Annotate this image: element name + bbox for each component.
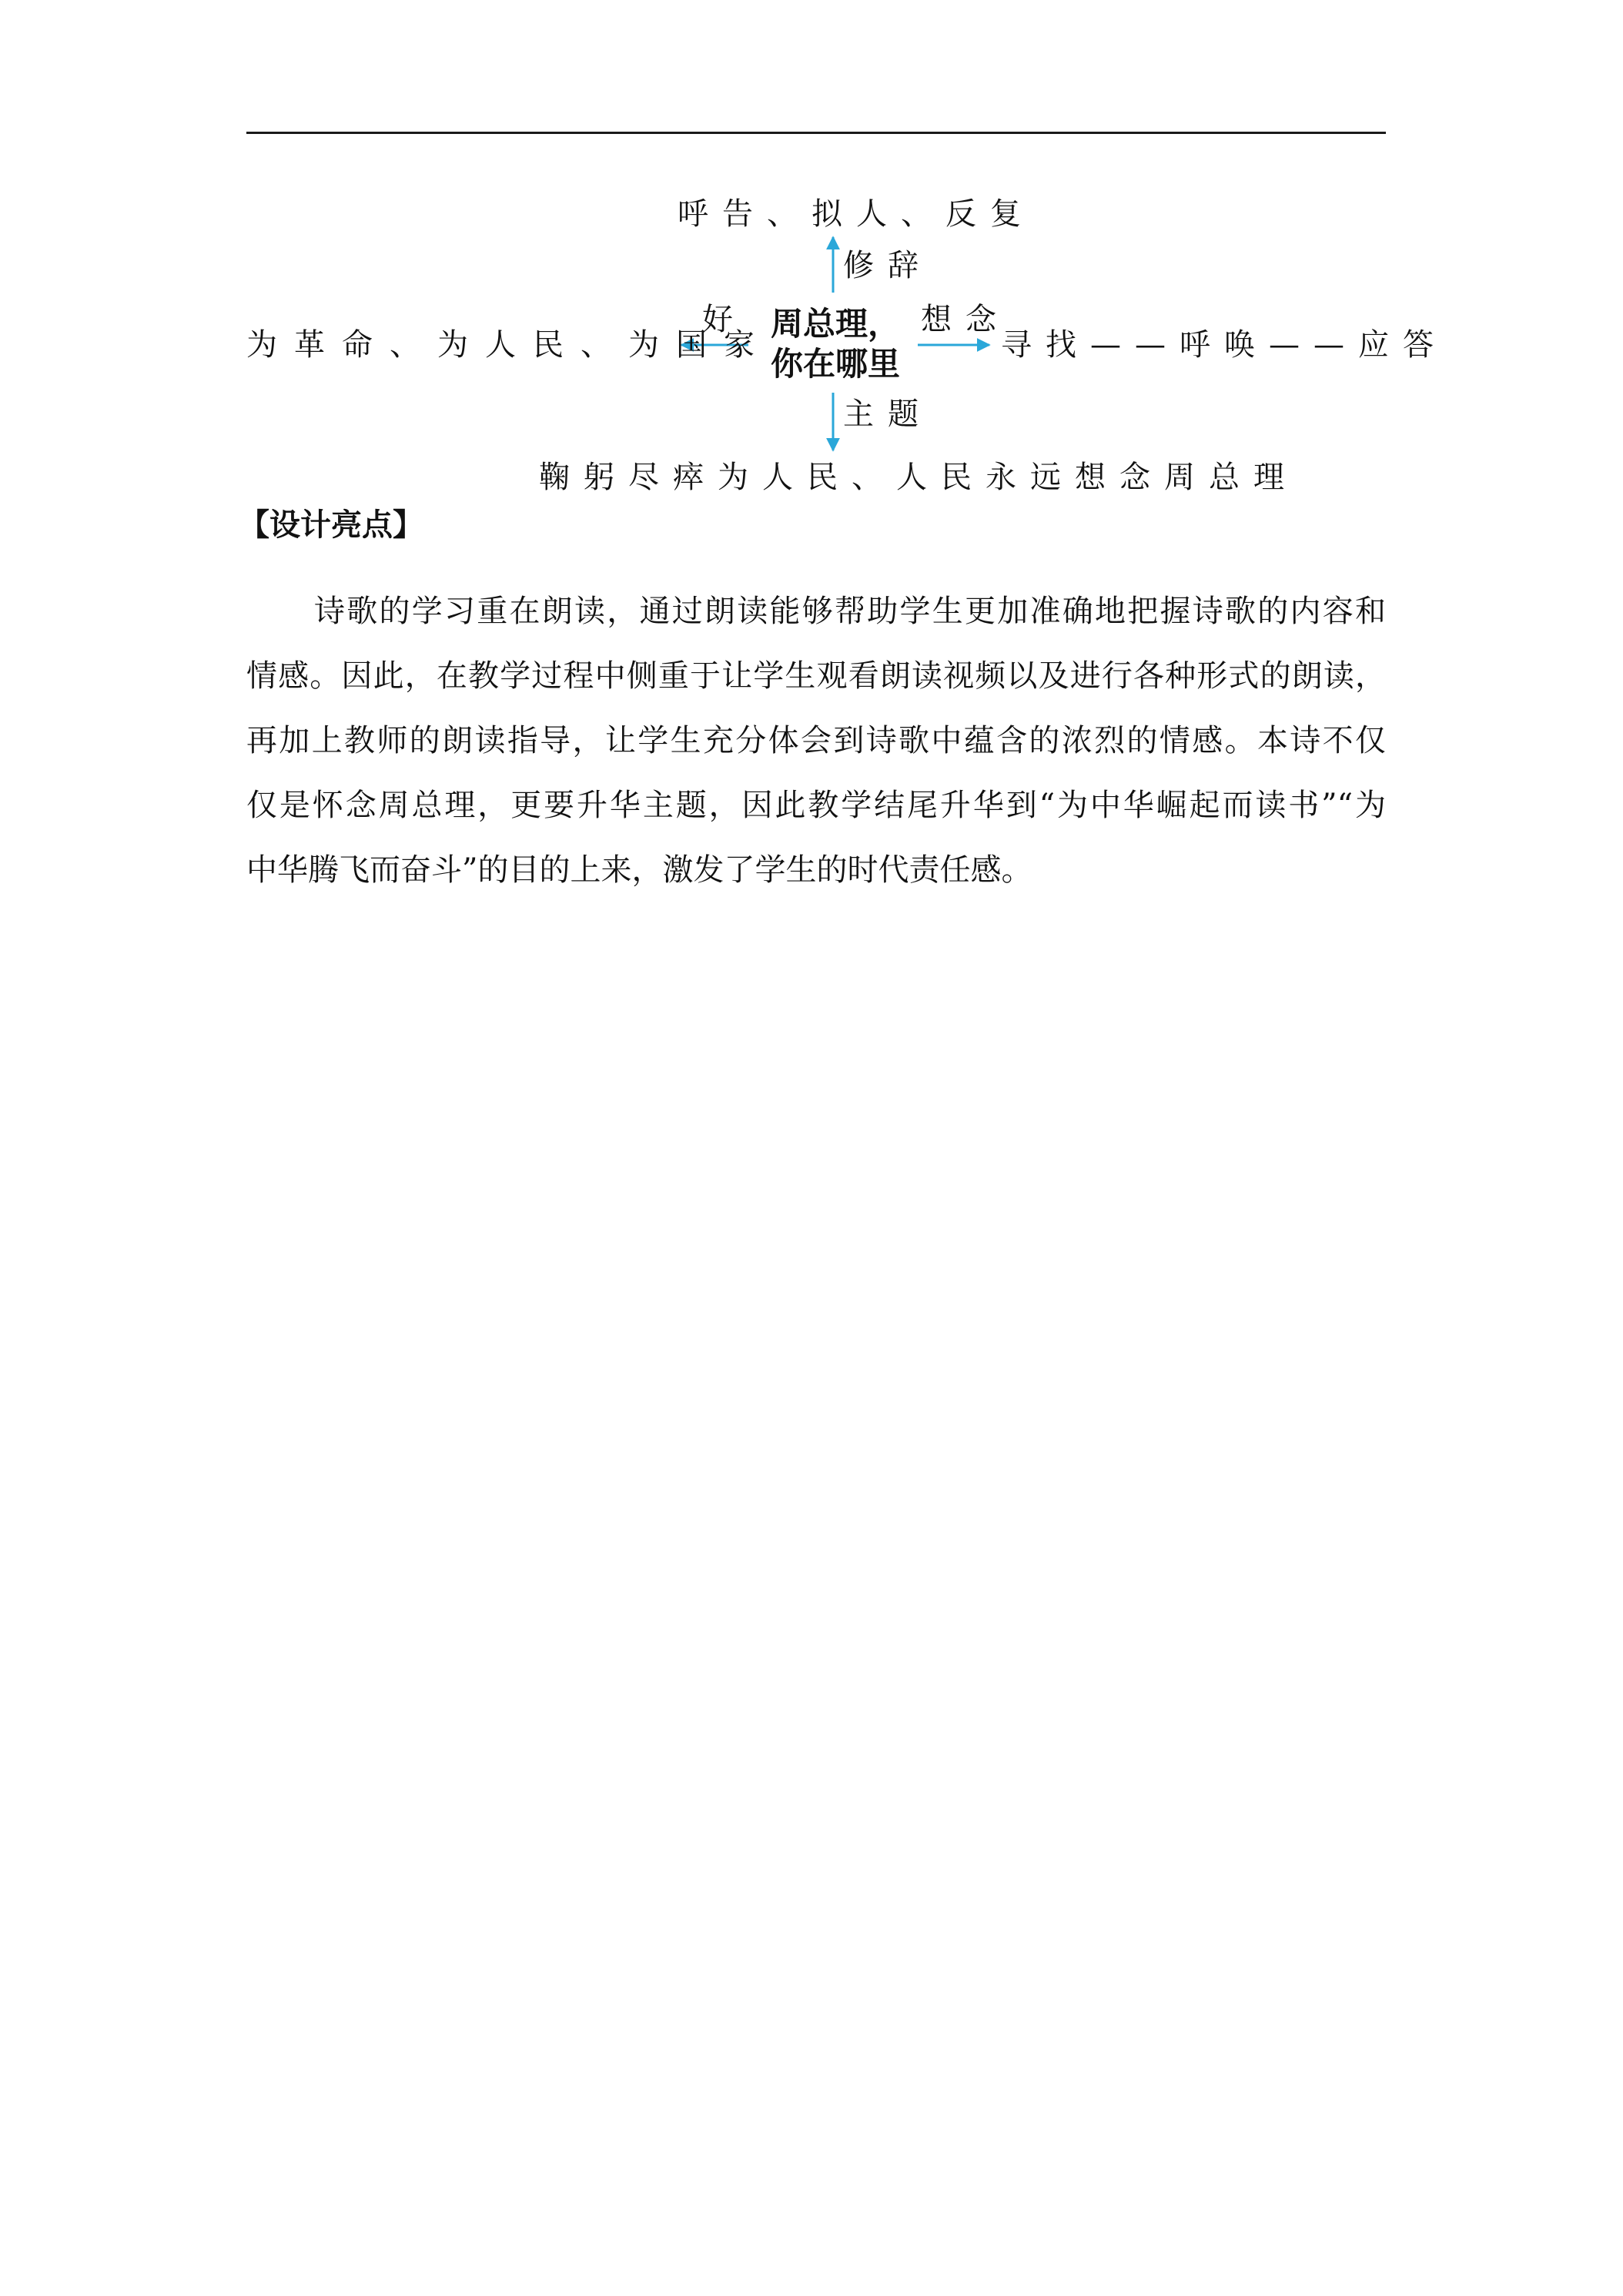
diagram-left-text: 为革命、为人民、为国家 — [246, 327, 771, 363]
diagram-top-label: 修辞 — [843, 248, 932, 283]
diagram-arrows — [0, 0, 1623, 508]
paragraph-line: 中华腾飞而奋斗”的目的上来，激发了学生的时代责任感。 — [246, 852, 1032, 888]
paragraph-line: 诗歌的学习重在朗读，通过朗读能够帮助学生更加准确地把握诗歌的内容和 — [314, 594, 1386, 629]
center-title-line-1: 周总理， — [770, 305, 900, 343]
diagram-bottom-label: 主题 — [843, 397, 932, 432]
diagram-center-title — [755, 304, 916, 384]
diagram-right-label: 想念 — [921, 302, 1010, 337]
paragraph-line: 仅是怀念周总理，更要升华主题，因此教学结尾升华到“为中华崛起而读书”“为 — [246, 788, 1386, 823]
center-title-line-2: 你在哪里 — [770, 345, 900, 383]
paragraph-line: 再加上教师的朗读指导，让学生充分体会到诗歌中蕴含的浓烈的情感。本诗不仅 — [246, 723, 1386, 758]
blackboard-diagram — [0, 0, 1623, 508]
section-heading: 【设计亮点】 — [239, 507, 423, 543]
paragraph-line: 情感。因此，在教学过程中侧重于让学生观看朗读视频以及进行各种形式的朗读， — [246, 658, 1386, 694]
diagram-top-text: 呼告、拟人、反复 — [678, 196, 1035, 232]
diagram-left-label: 好 — [702, 302, 733, 337]
diagram-right-text: 寻找——呼唤——应答 — [1001, 327, 1447, 363]
design-highlights-paragraph — [246, 579, 1386, 902]
diagram-bottom-text: 鞠躬尽瘁为人民、人民永远想念周总理 — [539, 460, 1298, 495]
